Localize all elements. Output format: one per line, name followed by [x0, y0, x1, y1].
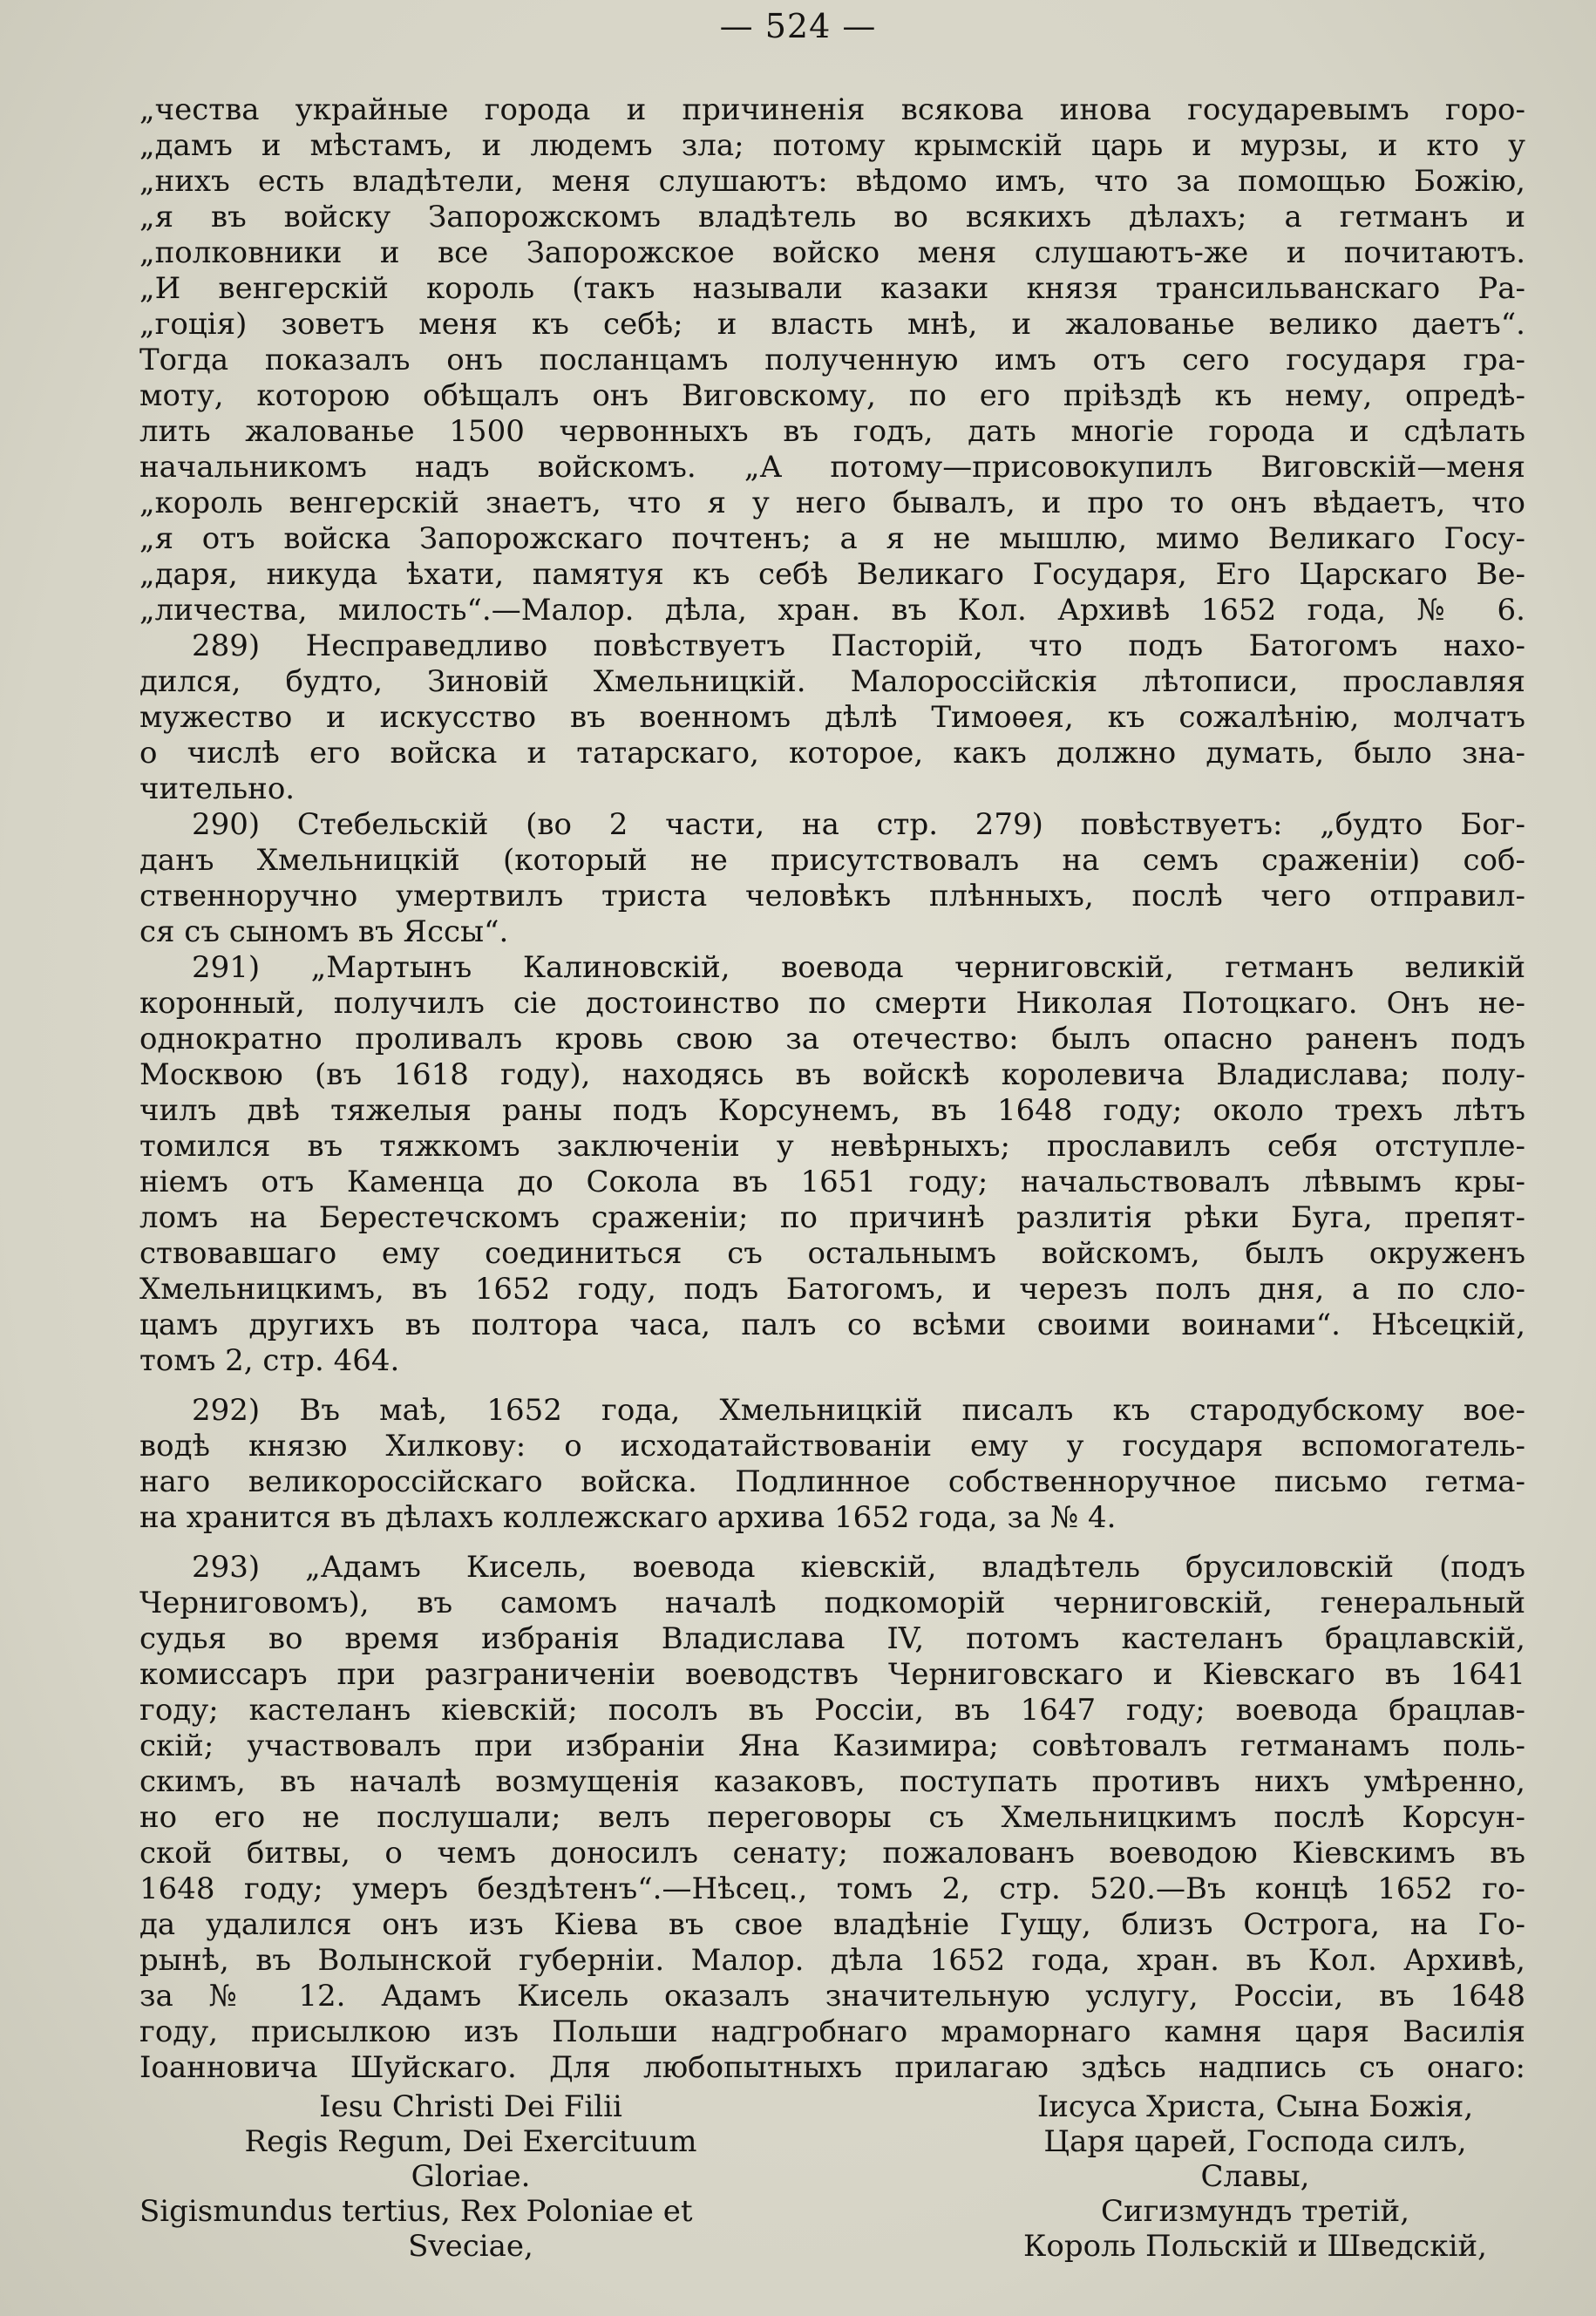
- inscription-latin-line: Iesu Christi Dei Filii: [319, 2089, 622, 2124]
- inscription-latin-line: Sveciae,: [408, 2229, 533, 2264]
- inscription-latin: [139, 2089, 802, 2264]
- text-line: ской битвы, о чемъ доносилъ сенату; пожалованъ воеводою Кіевскимъ въ: [139, 1836, 1525, 1871]
- text-line: начальникомъ надъ войскомъ. „А потому—присовокупилъ Виговскій—меня: [139, 450, 1525, 485]
- note-293-start: 293) „Адамъ Кисель, воевода кіевскій, владѣтель брусиловскій (подъ: [192, 1550, 1525, 1585]
- text-line: ніемъ отъ Каменца до Сокола въ 1651 году; начальствовалъ лѣвымъ кры-: [139, 1165, 1525, 1199]
- text-line: судья во время избранія Владислава IV, потомъ кастеланъ брацлавскій,: [139, 1621, 1525, 1656]
- text-line: о числѣ его войска и татарскаго, которое, какъ должно думать, было зна-: [139, 736, 1525, 771]
- text-line: на хранится въ дѣлахъ коллежскаго архива 1652 года, за № 4.: [139, 1500, 1117, 1535]
- text-line: „личества, милость“.—Малор. дѣла, хран. въ Кол. Архивѣ 1652 года, № 6.: [139, 593, 1525, 628]
- text-line: году, присылкою изъ Польши надгробнаго мраморнаго камня царя Василія: [139, 2014, 1525, 2049]
- text-line: „дамъ и мѣстамъ, и людемъ зла; потому крымскій царь и мурзы, и кто у: [139, 128, 1525, 163]
- text-line: чительно.: [139, 771, 295, 806]
- text-line: „я въ войску Запорожскомъ владѣтель во всякихъ дѣлахъ; а гетманъ и: [139, 200, 1525, 234]
- text-line: чилъ двѣ тяжелыя раны подъ Корсунемъ, въ 1648 году; около трехъ лѣтъ: [139, 1093, 1525, 1128]
- inscription-russian: [924, 2089, 1586, 2264]
- text-line: комиссаръ при разграниченіи воеводствъ Черниговскаго и Кіевскаго въ 1641: [139, 1657, 1525, 1692]
- text-line: но его не послушали; велъ переговоры съ Хмельницкимъ послѣ Корсун-: [139, 1800, 1525, 1835]
- inscription-russian-line: Сигизмундъ третій,: [1100, 2194, 1410, 2229]
- text-line: „даря, никуда ѣхати, памятуя къ себѣ Великаго Государя, Его Царскаго Ве-: [139, 557, 1525, 592]
- text-line: да удалился онъ изъ Кіева въ свое владѣніе Гущу, близъ Острога, на Го-: [139, 1907, 1525, 1942]
- text-line: „гоція) зоветъ меня къ себѣ; и власть мнѣ, и жалованье велико даетъ“.: [139, 307, 1525, 342]
- text-line: ственноручно умертвилъ триста человѣкъ плѣнныхъ, послѣ чего отправил-: [139, 879, 1525, 913]
- text-line: за № 12. Адамъ Кисель оказалъ значительную услугу, Россіи, въ 1648: [139, 1979, 1525, 2014]
- page-number: — 524 —: [719, 7, 877, 45]
- text-line: Москвою (въ 1618 году), находясь въ войскѣ королевича Владислава; полу-: [139, 1057, 1525, 1092]
- text-line: цамъ другихъ въ полтора часа, палъ со всѣми своими воинами“. Нѣсецкій,: [139, 1307, 1525, 1342]
- text-line: лить жалованье 1500 червонныхъ въ годъ, дать многіе города и сдѣлать: [139, 414, 1525, 449]
- text-line: рынѣ, въ Волынской губерніи. Малор. дѣла 1652 года, хран. въ Кол. Архивѣ,: [139, 1943, 1525, 1978]
- page-body: [139, 92, 1525, 2264]
- text-line: томился въ тяжкомъ заключеніи у невѣрныхъ; прославилъ себя отступле-: [139, 1129, 1525, 1164]
- note-292-start: 292) Въ маѣ, 1652 года, Хмельницкій писалъ къ стародубскому вое-: [192, 1393, 1525, 1428]
- text-line: Хмельницкимъ, въ 1652 году, подъ Батогомъ, и черезъ полъ дня, а по сло-: [139, 1272, 1525, 1307]
- text-line: наго великороссійскаго войска. Подлинное собственноручное письмо гетма-: [139, 1464, 1525, 1499]
- text-line: „король венгерскій знаетъ, что я у него бывалъ, и про то онъ вѣдаетъ, что: [139, 486, 1525, 520]
- text-line: ся съ сыномъ въ Яссы“.: [139, 914, 509, 949]
- text-line: „полковники и все Запорожское войско меня слушаютъ-же и почитаютъ.: [139, 235, 1525, 270]
- text-line: Іоанновича Шуйскаго. Для любопытныхъ прилагаю здѣсь надпись съ онаго:: [139, 2050, 1525, 2085]
- inscription-latin-line: Gloriae.: [411, 2159, 531, 2194]
- text-line: моту, которою обѣщалъ онъ Виговскому, по его пріѣздѣ къ нему, опредѣ-: [139, 378, 1525, 413]
- inscription-russian-line: Славы,: [1200, 2159, 1310, 2194]
- text-line: „я отъ войска Запорожскаго почтенъ; а я не мышлю, мимо Великаго Госу-: [139, 521, 1525, 556]
- text-line: скимъ, въ началѣ возмущенія казаковъ, поступать противъ нихъ умѣренно,: [139, 1764, 1525, 1799]
- text-line: коронный, получилъ сіе достоинство по смерти Николая Потоцкаго. Онъ не-: [139, 986, 1525, 1021]
- text-line: году; кастеланъ кіевскій; посолъ въ Россіи, въ 1647 году; воевода брацлав-: [139, 1693, 1525, 1728]
- text-line: Тогда показалъ онъ посланцамъ полученную имъ отъ сего государя гра-: [139, 343, 1525, 377]
- text-line: 1648 году; умеръ бездѣтенъ“.—Нѣсец., томъ 2, стр. 520.—Въ концѣ 1652 го-: [139, 1871, 1525, 1906]
- inscription-latin-line: Sigismundus tertius, Rex Poloniae et: [139, 2194, 693, 2229]
- text-line: ломъ на Берестечскомъ сраженіи; по причинѣ разлитія рѣки Буга, препят-: [139, 1200, 1525, 1235]
- inscription-block: [139, 2089, 1525, 2264]
- text-line: „И венгерскій король (такъ называли казаки князя трансильванскаго Ра-: [139, 271, 1525, 306]
- inscription-russian-line: Король Польскій и Шведскій,: [1023, 2229, 1487, 2264]
- text-line: однократно проливалъ кровь свою за отечество: былъ опасно раненъ подъ: [139, 1022, 1525, 1056]
- text-line: водѣ князю Хилкову: о исходатайствованіи ему у государя вспомогатель-: [139, 1429, 1525, 1464]
- inscription-russian-line: Царя царей, Господа силъ,: [1043, 2124, 1467, 2159]
- text-line: томъ 2, стр. 464.: [139, 1343, 400, 1378]
- text-line: Черниговомъ), въ самомъ началѣ подкоморій черниговскій, генеральный: [139, 1586, 1525, 1620]
- text-line: „чества украйные города и причиненія всякова инова государевымъ горо-: [139, 92, 1525, 127]
- text-line: скій; участвовалъ при избраніи Яна Казимира; совѣтовалъ гетманамъ поль-: [139, 1729, 1525, 1763]
- inscription-latin-line: Regis Regum, Dei Exercituum: [244, 2124, 697, 2159]
- inscription-russian-line: Іисуса Христа, Сына Божія,: [1036, 2089, 1474, 2124]
- note-290-start: 290) Стебельскій (во 2 части, на стр. 279) повѣствуетъ: „будто Бог-: [192, 807, 1525, 842]
- text-line: ствовавшаго ему соединиться съ остальнымъ войскомъ, былъ окруженъ: [139, 1236, 1525, 1271]
- text-line: „нихъ есть владѣтели, меня слушаютъ: вѣдомо имъ, что за помощью Божію,: [139, 164, 1525, 199]
- note-289-start: 289) Несправедливо повѣствуетъ Пасторій, что подъ Батогомъ нахо-: [192, 628, 1525, 663]
- text-line: данъ Хмельницкій (который не присутствовалъ на семъ сраженіи) соб-: [139, 843, 1525, 878]
- text-line: мужество и искусство въ военномъ дѣлѣ Тимоѳея, къ сожалѣнію, молчатъ: [139, 700, 1525, 735]
- text-line: дился, будто, Зиновій Хмельницкій. Малороссійскія лѣтописи, прославляя: [139, 664, 1525, 699]
- note-291-start: 291) „Мартынъ Калиновскій, воевода черниговскій, гетманъ великій: [192, 950, 1525, 985]
